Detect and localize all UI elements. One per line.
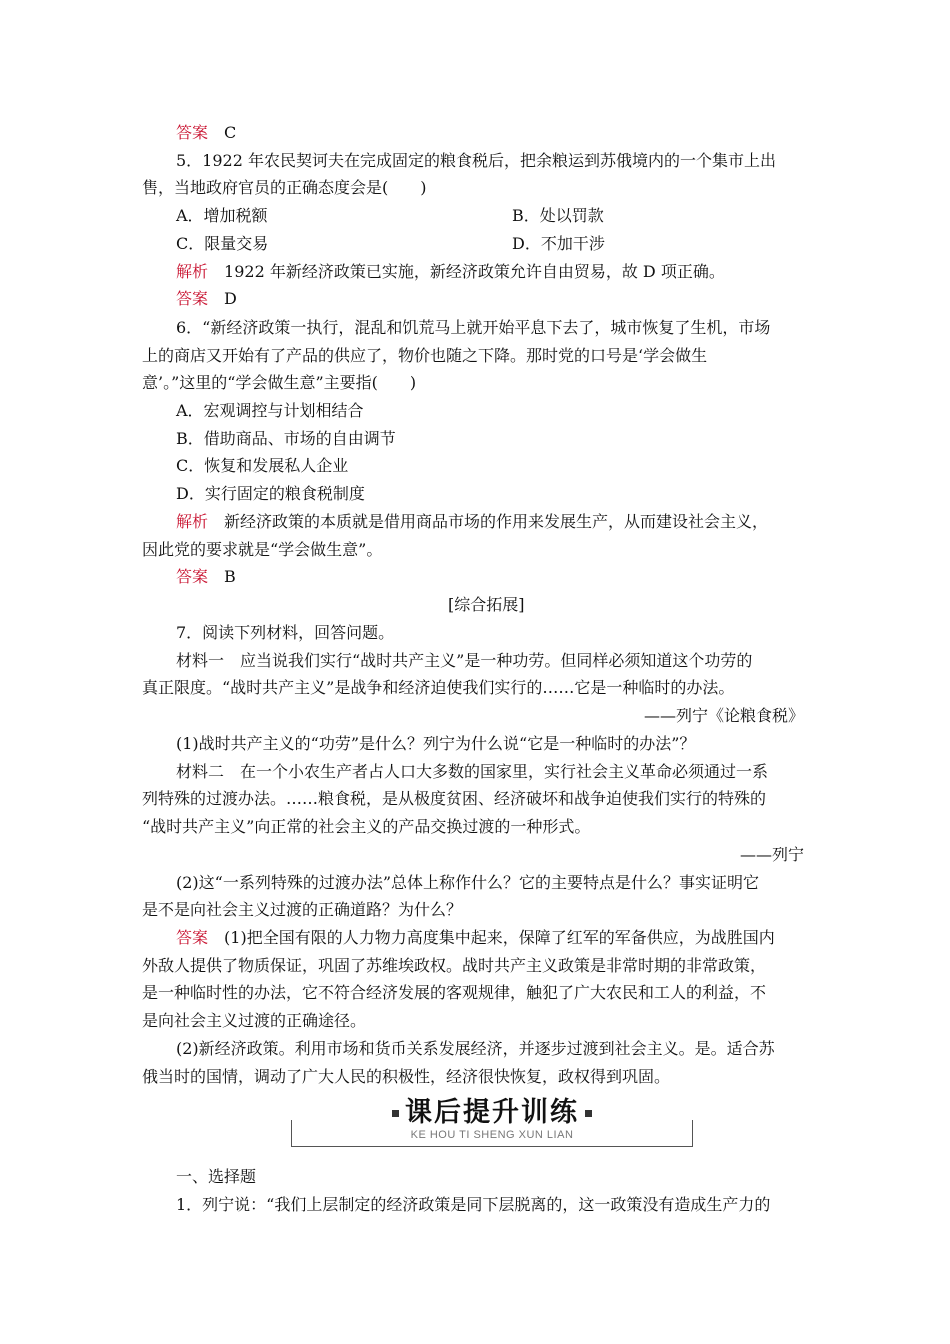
- q6-analysis-line1: [176, 512, 768, 532]
- q6-option-b: B．借助商品、市场的自由调节: [176, 429, 396, 448]
- answer-tag: 答案: [176, 123, 209, 142]
- answer-tag: 答案: [176, 567, 209, 586]
- q7-answer-line1: [176, 928, 775, 948]
- q5-stem-line2: 售，当地政府官员的正确态度会是( ): [142, 178, 427, 197]
- q7-question2-line1: (2)这“一系列特殊的过渡办法”总体上称作什么？它的主要特点是什么？事实证明它: [176, 873, 760, 892]
- q7-answer-line4: 是向社会主义过渡的正确途径。: [142, 1011, 367, 1030]
- q5-option-b: B．处以罚款: [512, 206, 604, 225]
- q6-answer: [176, 567, 236, 587]
- answer-value: C: [224, 123, 237, 142]
- q7-material1-line1: 材料一 应当说我们实行“战时共产主义”是一种功劳。但同样必须知道这个功劳的: [176, 651, 753, 670]
- q7-answer-line3: 是一种临时性的办法，它不符合经济发展的客观规律，触犯了广大农民和工人的利益，不: [142, 983, 767, 1002]
- answer-value: B: [224, 567, 236, 586]
- part1-q1-line1: 1．列宁说：“我们上层制定的经济政策是同下层脱离的，这一政策没有造成生产力的: [176, 1195, 771, 1214]
- q5-option-c: C．限量交易: [176, 234, 269, 253]
- analysis-tag: 解析: [176, 512, 209, 531]
- q7-answer2-line1: (2)新经济政策。利用市场和货币关系发展经济，并逐步过渡到社会主义。是。适合苏: [176, 1039, 775, 1058]
- q6-stem-line2: 上的商店又开始有了产品的供应了，物价也随之下降。那时党的口号是‘学会做生: [142, 346, 708, 365]
- part1-heading: 一、选择题: [176, 1167, 257, 1186]
- section-title: [综合拓展]: [448, 595, 525, 614]
- answer-text: (1)把全国有限的人力物力高度集中起来，保障了红军的军备供应，为战胜国内: [224, 928, 775, 947]
- analysis-text: 新经济政策的本质就是借用商品市场的作用来发展生产，从而建设社会主义，: [224, 512, 769, 531]
- q7-intro: 7．阅读下列材料，回答问题。: [176, 623, 395, 642]
- answer-value: D: [224, 289, 237, 308]
- q4-answer: [176, 123, 236, 143]
- q7-question1: (1)战时共产主义的“功劳”是什么？列宁为什么说“它是一种临时的办法”？: [176, 734, 696, 753]
- banner-subtitle: KE HOU TI SHENG XUN LIAN: [410, 1129, 574, 1141]
- q7-material2-line3: “战时共产主义”向正常的社会主义的产品交换过渡的一种形式。: [142, 817, 591, 836]
- q5-option-a: A．增加税额: [176, 206, 268, 225]
- q6-stem-line1: 6．“新经济政策一执行，混乱和饥荒马上就开始平息下去了，城市恢复了生机，市场: [176, 318, 771, 337]
- q7-material2-source: ——列宁: [739, 845, 804, 864]
- analysis-tag: 解析: [176, 262, 209, 281]
- q5-option-d: D．不加干涉: [512, 234, 605, 253]
- section-banner: [291, 1098, 693, 1148]
- square-bullet-icon: [392, 1110, 399, 1117]
- q6-option-c: C．恢复和发展私人企业: [176, 456, 349, 475]
- answer-tag: 答案: [176, 289, 209, 308]
- q7-material1-line2: 真正限度。“战时共产主义”是战争和经济迫使我们实行的……它是一种临时的办法。: [142, 678, 735, 697]
- q5-stem-line1: 5．1922 年农民契诃夫在完成固定的粮食税后，把余粮运到苏俄境内的一个集市上出: [176, 151, 776, 170]
- analysis-text: 1922 年新经济政策已实施，新经济政策允许自由贸易，故 D 项正确。: [224, 262, 725, 281]
- q7-material1-source: ——列宁《论粮食税》: [643, 706, 804, 725]
- q7-material2-line1: 材料二 在一个小农生产者占人口大多数的国家里，实行社会主义革命必须通过一系: [176, 762, 769, 781]
- answer-tag: 答案: [176, 928, 209, 947]
- q7-question2-line2: 是不是向社会主义过渡的正确道路？为什么？: [142, 900, 463, 919]
- q5-analysis: [176, 262, 725, 282]
- square-bullet-icon: [585, 1110, 592, 1117]
- q7-answer-line2: 外敌人提供了物质保证，巩固了苏维埃政权。战时共产主义政策是非常时期的非常政策，: [142, 956, 767, 975]
- q6-analysis-line2: 因此党的要求就是“学会做生意”。: [142, 540, 383, 559]
- banner-title-text: 课后提升训练: [405, 1097, 579, 1128]
- q7-material2-line2: 列特殊的过渡办法。……粮食税，是从极度贫困、经济破坏和战争迫使我们实行的特殊的: [142, 789, 767, 808]
- q5-answer: [176, 289, 237, 309]
- q7-answer2-line2: 俄当时的国情，调动了广大人民的积极性，经济很快恢复，政权得到巩固。: [142, 1067, 671, 1086]
- q6-option-d: D．实行固定的粮食税制度: [176, 484, 365, 503]
- q6-option-a: A．宏观调控与计划相结合: [176, 401, 364, 420]
- banner-title: [291, 1098, 693, 1128]
- q6-stem-line3: 意’。”这里的“学会做生意”主要指( ): [142, 373, 417, 392]
